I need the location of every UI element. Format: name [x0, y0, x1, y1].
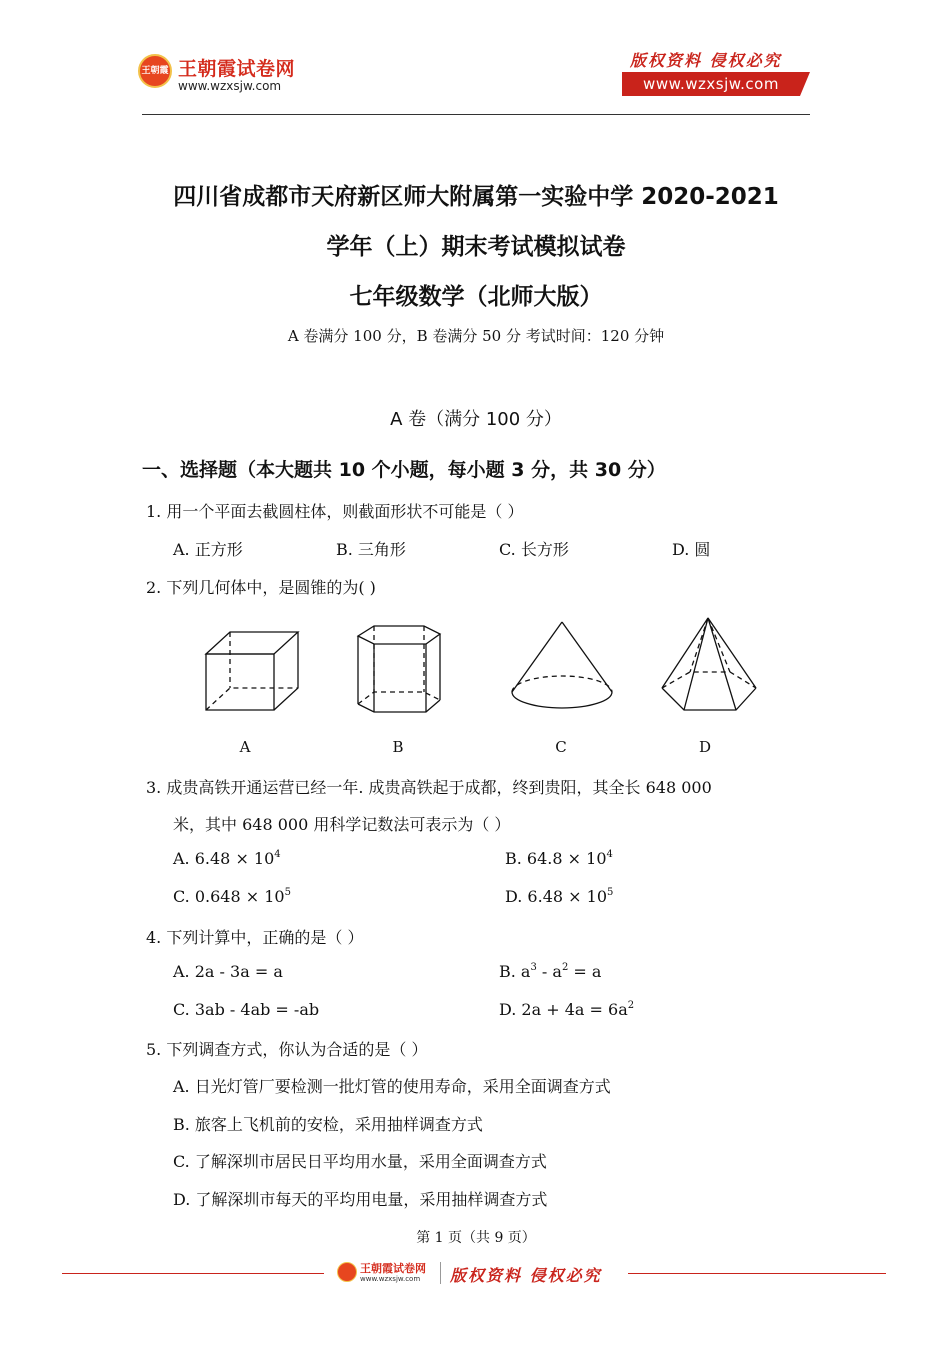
q5-option-d: D. 了解深圳市每天的平均用电量，采用抽样调查方式: [173, 1190, 548, 1209]
q3-option-d: D. $6.48 \times 10^5$: [505, 887, 614, 906]
hexagonal-prism-figure: [358, 626, 440, 712]
footer-line-left: [62, 1273, 324, 1274]
footer-separator: [440, 1262, 441, 1284]
q1-option-d: D. 圆: [672, 540, 711, 559]
q3-option-c: C. $0.648 \times 10^5$: [173, 887, 291, 906]
site-url-banner[interactable]: www.wzxsjw.com: [622, 72, 800, 96]
page-number: 第 1 页（共 9 页）: [416, 1230, 536, 1246]
cube-figure: [206, 632, 298, 710]
q4-option-a: A. 2a - 3a = a: [173, 962, 283, 981]
q1-option-b: B. 三角形: [336, 540, 406, 559]
q1-option-a: A. 正方形: [173, 540, 243, 559]
q5-option-c: C. 了解深圳市居民日平均用水量，采用全面调查方式: [173, 1152, 547, 1171]
exam-info: A 卷满分 100 分，B 卷满分 50 分 考试时间：120 分钟: [287, 327, 665, 345]
logo-badge-icon: 王朝霞: [138, 54, 172, 88]
q4-option-c: C. 3ab - 4ab = -ab: [173, 1000, 320, 1019]
question-3-stem-line1: 3. 成贵高铁开通运营已经一年. 成贵高铁起于成都，终到贵阳，其全长 648 000: [146, 778, 712, 797]
q3-option-a: A. $6.48 \times 10^4$: [173, 849, 281, 868]
figure-label-b: B: [392, 738, 404, 756]
figure-label-c: C: [555, 738, 567, 756]
question-2-stem: 2. 下列几何体中，是圆锥的为( ): [146, 578, 376, 597]
footer-logo-icon: [337, 1262, 357, 1282]
q4-option-d: D. $2a + 4a = 6a^2$: [499, 1000, 635, 1019]
question-3-stem-line2: 米，其中 648 000 用科学记数法可表示为（ ）: [173, 815, 511, 834]
q3-option-b: B. $64.8 \times 10^4$: [505, 849, 613, 868]
section-1-heading: 一、选择题（本大题共 10 个小题，每小题 3 分，共 30 分）: [142, 459, 666, 481]
question-1-stem: 1. 用一个平面去截圆柱体，则截面形状不可能是（ ）: [146, 502, 524, 521]
q4-option-b: B. $a^3 - a^2 = a$: [499, 962, 602, 981]
page-title-line3: 七年级数学（北师大版）: [349, 284, 603, 310]
solid-figures: [190, 612, 770, 722]
logo-url[interactable]: www.wzxsjw.com: [178, 79, 282, 93]
q1-option-c: C. 长方形: [499, 540, 569, 559]
pyramid-figure: [662, 618, 756, 710]
section-a-heading: A 卷（满分 100 分）: [390, 409, 562, 430]
copyright-notice: 版权资料 侵权必究: [630, 51, 782, 70]
question-4-stem: 4. 下列计算中，正确的是（ ）: [146, 928, 364, 947]
footer-url[interactable]: www.wzxsjw.com: [360, 1275, 421, 1283]
question-5-stem: 5. 下列调查方式，你认为合适的是（ ）: [146, 1040, 428, 1059]
header-divider: [142, 114, 810, 115]
logo-name: 王朝霞试卷网: [178, 58, 296, 80]
page-title-line1: 四川省成都市天府新区师大附属第一实验中学 2020-2021: [173, 184, 779, 210]
cone-figure: [512, 622, 612, 708]
footer-line-right: [628, 1273, 886, 1274]
footer-logo-name: 王朝霞试卷网: [360, 1262, 426, 1275]
figure-label-d: D: [698, 738, 712, 756]
page-title-line2: 学年（上）期末考试模拟试卷: [326, 234, 626, 260]
q5-option-b: B. 旅客上飞机前的安检，采用抽样调查方式: [173, 1115, 483, 1134]
footer-copyright: 版权资料 侵权必究: [450, 1266, 602, 1285]
q5-option-a: A. 日光灯管厂要检测一批灯管的使用寿命，采用全面调查方式: [173, 1077, 611, 1096]
figure-label-a: A: [239, 738, 251, 756]
